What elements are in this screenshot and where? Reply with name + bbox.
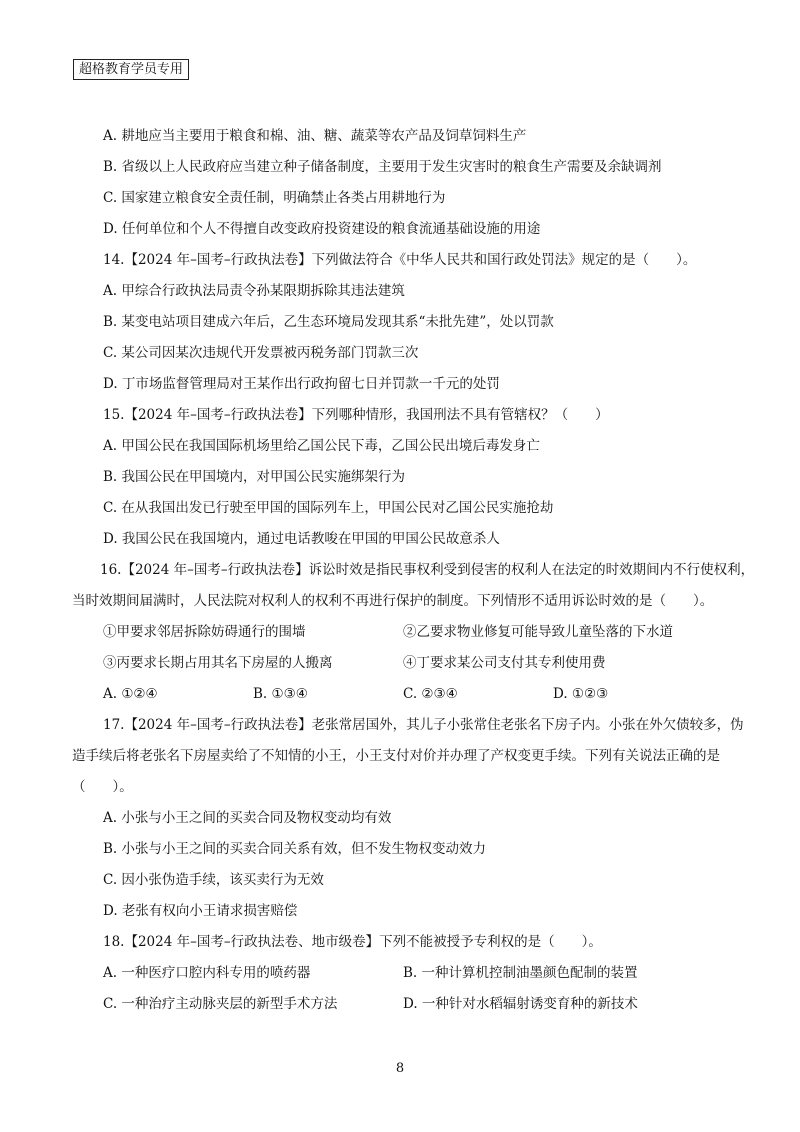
q17-stem-line-2: 造手续后将老张名下房屋卖给了不知情的小王，小王支付对价并办理了产权变更手续。下列有关说法正确的是 (72, 748, 720, 764)
q16-item-2: ②乙要求物业修复可能导致儿童坠落的下水道 (403, 624, 673, 640)
q17-option-d: D. 老张有权向小王请求损害赔偿 (103, 903, 298, 919)
q13-option-a: A. 耕地应当主要用于粮食和棉、油、糖、蔬菜等农产品及饲草饲料生产 (103, 128, 527, 144)
q17-stem-line-1: 17.【2024 年–国考–行政执法卷】老张常居国外，其儿子小张常住老张名下房子内。小张在外欠债较多，伪 (103, 717, 744, 733)
q18-options-row-1 (103, 964, 703, 995)
q13-option-c: C. 国家建立粮食安全责任制，明确禁止各类占用耕地行为 (103, 190, 446, 206)
q16-items-row-1 (103, 623, 703, 654)
q17-option-c: C. 因小张伪造手续，该买卖行为无效 (103, 872, 324, 888)
q16-option-b: B. ①③④ (253, 686, 308, 702)
q14-option-c: C. 某公司因某次违规代开发票被丙税务部门罚款三次 (103, 345, 419, 361)
q15-option-a: A. 甲国公民在我国国际机场里给乙国公民下毒，乙国公民出境后毒发身亡 (103, 438, 540, 454)
q18-option-b: B. 一种计算机控制油墨颜色配制的装置 (403, 965, 638, 981)
q16-option-c: C. ②③④ (403, 686, 458, 702)
q16-item-4: ④丁要求某公司支付其专利使用费 (403, 655, 606, 671)
q13-option-b: B. 省级以上人民政府应当建立种子储备制度，主要用于发生灾害时的粮食生产需要及余缺调剂 (103, 159, 662, 175)
q17-option-b: B. 小张与小王之间的买卖合同关系有效，但不发生物权变动效力 (103, 841, 487, 857)
q15-option-b: B. 我国公民在甲国境内，对甲国公民实施绑架行为 (103, 469, 406, 485)
q18-option-d: D. 一种针对水稻辐射诱变育种的新技术 (403, 996, 638, 1012)
q18-options-row-2 (103, 995, 703, 1026)
q15-stem: 15.【2024 年–国考–行政执法卷】下列哪种情形，我国刑法不具有管辖权？（ ） (103, 407, 609, 423)
q17-stem-line-3: （ ）。 (72, 779, 133, 795)
q16-option-a: A. ①②④ (103, 686, 158, 702)
q15-option-d: D. 我国公民在我国境内，通过电话教唆在甲国的甲国公民故意杀人 (103, 531, 500, 547)
q14-option-b: B. 某变电站项目建成六年后，乙生态环境局发现其系“未批先建”，处以罚款 (103, 314, 554, 330)
question-list (72, 127, 755, 1026)
q18-option-a: A. 一种医疗口腔内科专用的喷药器 (103, 965, 311, 981)
q18-stem: 18.【2024 年–国考–行政执法卷、地市级卷】下列不能被授予专利权的是（ ）。 (103, 934, 602, 950)
q16-options-row (103, 685, 703, 716)
q16-item-1: ①甲要求邻居拆除妨碍通行的围墙 (103, 624, 306, 640)
q17-option-a: A. 小张与小王之间的买卖合同及物权变动均有效 (103, 810, 392, 826)
q16-items-row-2 (103, 654, 703, 685)
q14-option-d: D. 丁市场监督管理局对王某作出行政拘留七日并罚款一千元的处罚 (103, 376, 500, 392)
q16-stem-line-1: 16.【2024 年–国考–行政执法卷】诉讼时效是指民事权利受到侵害的权利人在法定的时效期间内不行使权利， (100, 562, 755, 578)
q16-option-d: D. ①②③ (553, 686, 609, 702)
q14-stem: 14.【2024 年–国考–行政执法卷】下列做法符合《中华人民共和国行政处罚法》规定的是（ ）。 (103, 252, 697, 268)
q14-option-a: A. 甲综合行政执法局责令孙某限期拆除其违法建筑 (103, 283, 405, 299)
page-number: 8 (395, 1061, 405, 1076)
q16-stem-line-2: 当时效期间届满时，人民法院对权利人的权利不再进行保护的制度。下列情形不适用诉讼时效的是（ ）。 (72, 593, 714, 609)
q16-item-3: ③丙要求长期占用其名下房屋的人搬离 (103, 655, 333, 671)
q18-option-c: C. 一种治疗主动脉夹层的新型手术方法 (103, 996, 338, 1012)
q15-option-c: C. 在从我国出发已行驶至甲国的国际列车上，甲国公民对乙国公民实施抢劫 (103, 500, 554, 516)
q13-option-d: D. 任何单位和个人不得擅自改变政府投资建设的粮食流通基础设施的用途 (103, 221, 541, 237)
header-stamp: 超格教育学员专用 (73, 59, 189, 80)
